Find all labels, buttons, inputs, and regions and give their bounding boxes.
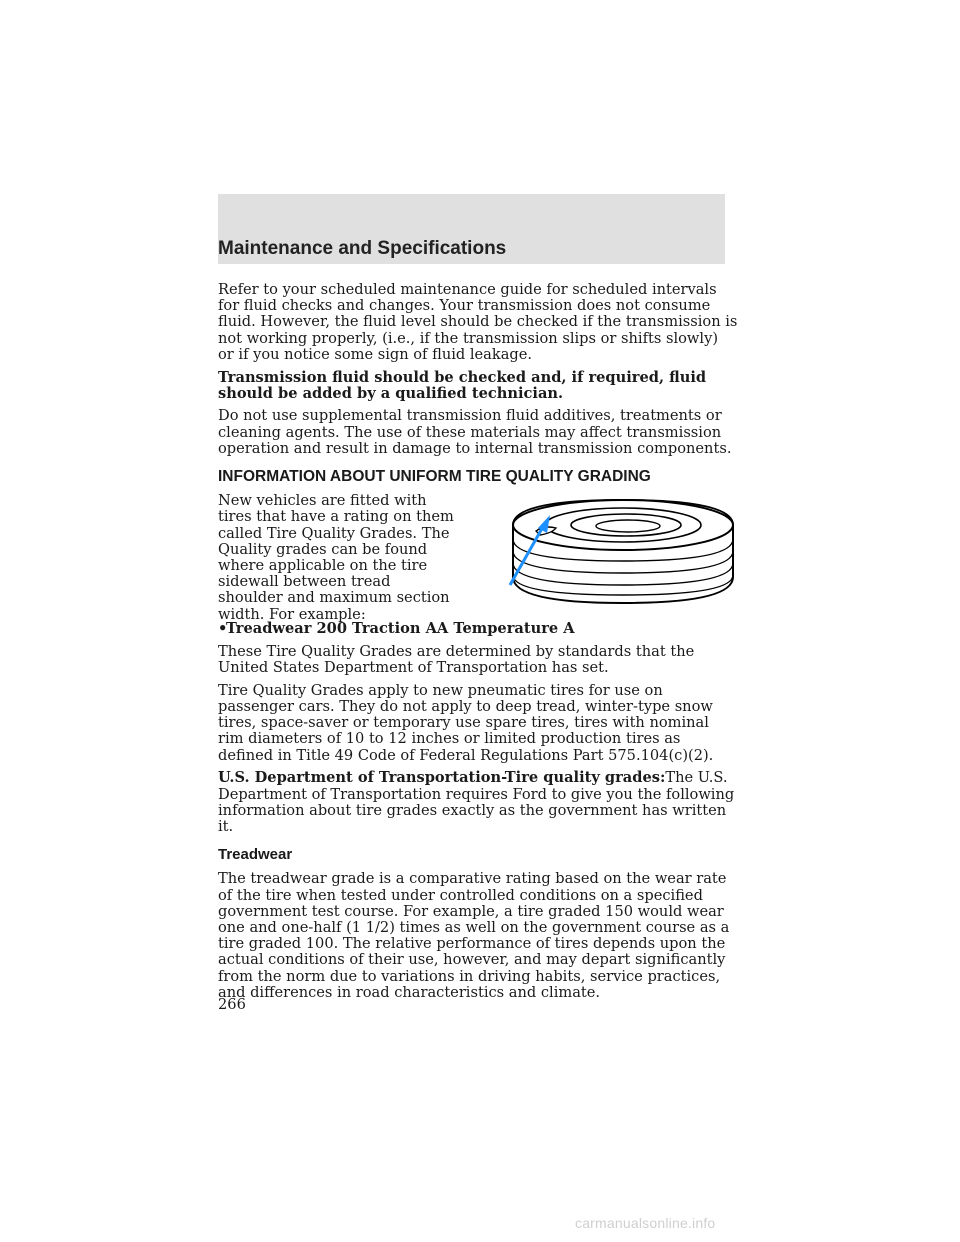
bullet-example-grade xyxy=(218,621,738,637)
section-title: Maintenance and Specifications xyxy=(218,238,507,259)
paragraph-dot-grades xyxy=(218,770,738,835)
dot-grades-rest: The U.S. Department of Transportation requires Ford to give you the following information about tire grades exactly as the government has written it. xyxy=(218,769,735,835)
tire-info-block xyxy=(218,493,738,621)
heading-tire-quality-grading: INFORMATION ABOUT UNIFORM TIRE QUALITY GRADING xyxy=(218,468,651,486)
paragraph-tire-grades-intro: New vehicles are fitted with tires that have a rating on them called Tire Quality Grades. The Quality grades can be found where applicable on the tire sidewall between tread shoulder and maximum section width. For example: xyxy=(218,492,454,623)
paragraph-treadwear: The treadwear grade is a comparative rating based on the wear rate of the tire when tested under controlled conditions on a specified government test course. For example, a tire graded 150 would wear one and one-half (1 1/2) times as well on the government course as a tire graded 100. The relative performance of tires depends upon the actual conditions of their use, however, and may depart significantly from the norm due to variations in driving habits, service practices, and differences in road characteristics and climate. xyxy=(218,870,730,1001)
paragraph-fluid-checks: Refer to your scheduled maintenance guide for scheduled intervals for fluid checks and changes. Your transmission does not consume fluid. However, the fluid level should be checked if the transmission is not working properly, (i.e., if the transmission slips or shifts slowly) or if you notice some sign of fluid leakage. xyxy=(218,281,738,363)
bullet-text: Treadwear 200 Traction AA Temperature A xyxy=(226,620,575,638)
heading-treadwear: Treadwear xyxy=(218,846,293,864)
bullet-marker: • xyxy=(218,620,228,638)
section-header-band xyxy=(218,194,725,264)
tire-sidewall-icon xyxy=(498,495,748,615)
paragraph-dot-standards: These Tire Quality Grades are determined by standards that the United States Department of Transportation has set. xyxy=(218,642,695,677)
paragraph-technician-note: Transmission fluid should be checked and, if required, fluid should be added by a qualified technician. xyxy=(218,368,707,402)
page-number: 266 xyxy=(218,996,246,1013)
page-body xyxy=(218,282,738,1008)
paragraph-applicability: Tire Quality Grades apply to new pneumatic tires for use on passenger cars. They do not apply to deep tread, winter-type snow tires, space-saver or temporary use spare tires, tires with nominal rim diameters of 10 to 12 inches or limited production tires as defined in Title 49 Code of Federal Regulations Part 575.104(c)(2). xyxy=(218,681,714,764)
paragraph-additives: Do not use supplemental transmission fluid additives, treatments or cleaning agents. The use of these materials may affect transmission operation and result in damage to internal transmission components. xyxy=(218,407,732,457)
footer-watermark: carmanualsonline.info xyxy=(575,1215,716,1231)
dot-grades-lead: U.S. Department of Transportation-Tire quality grades: xyxy=(218,769,666,787)
